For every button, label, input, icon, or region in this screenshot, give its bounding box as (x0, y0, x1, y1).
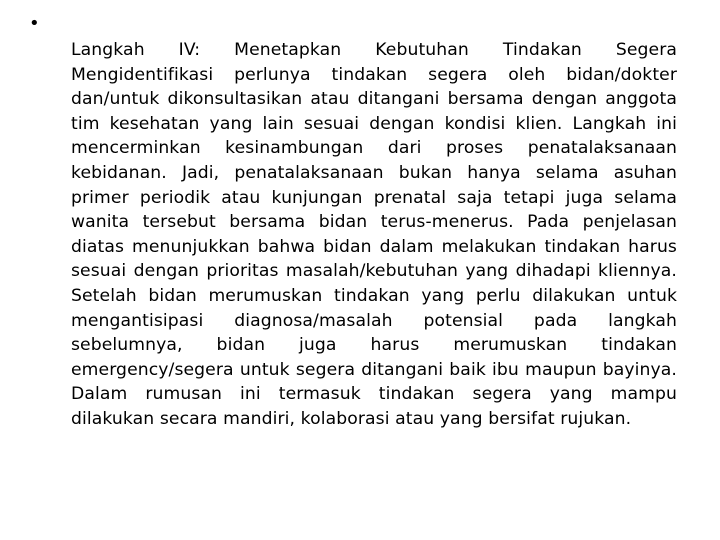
bullet-point: • (29, 13, 40, 34)
body-paragraph: Langkah IV: Menetapkan Kebutuhan Tindakan Segera Mengidentifikasi perlunya tindakan segera oleh bidan/dokter dan/untuk dikonsultasikan atau ditangani bersama dengan anggota tim kesehatan yang lain sesuai dengan kondisi klien. Langkah ini mencerminkan kesinambungan dari proses penatalaksanaan kebidanan. Jadi, penatalaksanaan bukan hanya selama asuhan primer periodik atau kunjungan prenatal saja tetapi juga selama wanita tersebut bersama bidan terus-menerus. Pada penjelasan diatas menunjukkan bahwa bidan dalam melakukan tindakan harus sesuai dengan prioritas masalah/kebutuhan yang dihadapi kliennya. Setelah bidan merumuskan tindakan yang perlu dilakukan untuk mengantisipasi diagnosa/masalah potensial pada langkah sebelumnya, bidan juga harus merumuskan tindakan emergency/segera untuk segera ditangani baik ibu maupun bayinya. Dalam rumusan ini termasuk tindakan segera yang mampu dilakukan secara mandiri, kolaborasi atau yang bersifat rujukan. (71, 40, 677, 429)
